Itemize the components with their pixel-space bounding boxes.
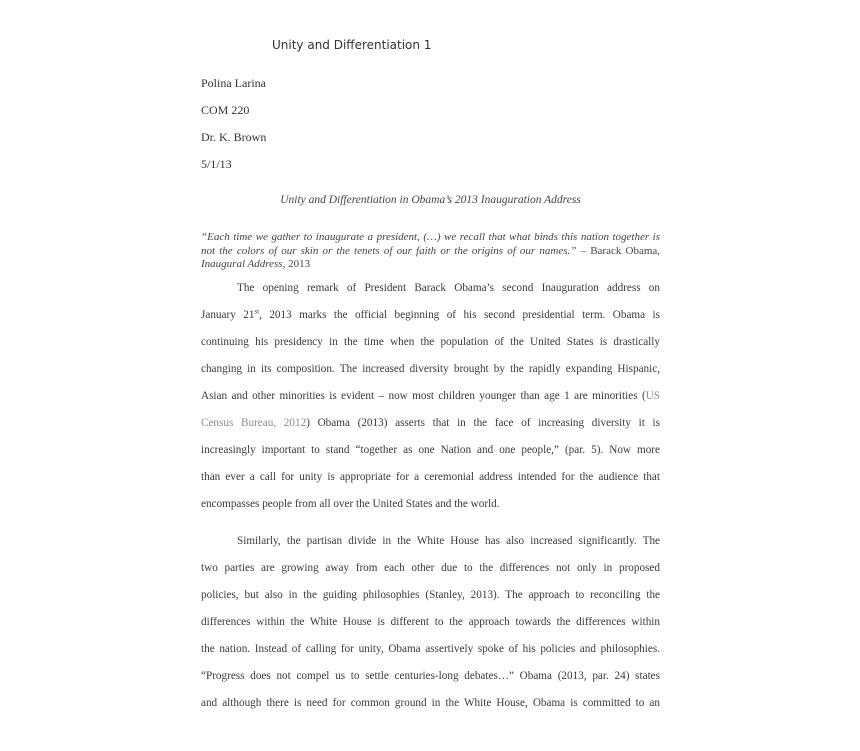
paragraph-1-line: The opening remark of President Barack Obama’s second Inauguration address on [237, 282, 660, 294]
date-text: January 21 [201, 309, 255, 321]
epigraph [201, 231, 660, 272]
author-name: Polina Larina [201, 76, 266, 90]
paragraph-1-line: continuing his presidency in the time when the population of the United States is drastically [201, 336, 660, 348]
paper-title: Unity and Differentiation in Obama’s 2013 Inauguration Address [280, 194, 581, 206]
instructor-name: Dr. K. Brown [201, 130, 267, 144]
paragraph-1-line [201, 417, 660, 429]
paragraph-2-line: and although there is need for common ground in the White House, Obama is committed to an [201, 697, 660, 709]
line-text: Asian and other minorities is evident – now most children younger than age 1 are minorities ( [201, 390, 646, 402]
paragraph-1-line: increasingly important to stand “together as one Nation and one people,” (par. 5). Now more [201, 444, 660, 456]
paragraph-1-line [201, 390, 660, 402]
epigraph-work: Inaugural Address [201, 258, 283, 270]
line-text: , 2013 marks the official beginning of his second presidential term. Obama is [259, 309, 660, 321]
paragraph-2-line: policies, but also in the guiding philosophies (Stanley, 2013). The approach to reconciling the [201, 589, 660, 601]
epigraph-dash: – [576, 244, 591, 257]
paragraph-1-line: encompasses people from all over the United States and the world. [201, 498, 500, 510]
paragraph-2-line: two parties are growing away from each other due to the differences not only in proposed [201, 562, 660, 574]
paragraph-2-line: differences within the White House is different to the approach towards the differences within [201, 616, 660, 628]
paragraph-1-line [201, 309, 660, 321]
epigraph-year: , 2013 [282, 258, 311, 270]
submission-date: 5/1/13 [201, 157, 232, 171]
citation-link[interactable]: Census Bureau, 2012 [201, 417, 307, 429]
paragraph-1-line: than ever a call for unity is appropriate for a ceremonial address intended for the audience that [201, 471, 660, 483]
line-text: ) Obama (2013) asserts that in the face of increasing diversity it is [306, 417, 660, 429]
paragraph-1-line: changing in its composition. The increased diversity brought by the rapidly expanding Hispanic, [201, 363, 660, 375]
epigraph-quote: “Each time we gather to inaugurate a president, (…) we recall that what binds this nation together is not the colors of our skin or the tenets of our faith or the origins of our names.” [201, 231, 660, 257]
paragraph-2-line: the nation. Instead of calling for unity, Obama assertively spoke of his policies and philosophies. [201, 643, 660, 655]
running-head: Unity and Differentiation 1 [272, 38, 432, 52]
course-code: COM 220 [201, 103, 250, 117]
paragraph-2-line: “Progress does not compel us to settle centuries-long debates…” Obama (2013, par. 24) states [201, 670, 660, 682]
ordinal-suffix: st [254, 307, 260, 316]
citation-link[interactable]: US [645, 390, 660, 402]
paragraph-2-line: Similarly, the partisan divide in the White House has also increased significantly. The [237, 535, 660, 547]
epigraph-author: Barack Obama, [590, 244, 661, 257]
